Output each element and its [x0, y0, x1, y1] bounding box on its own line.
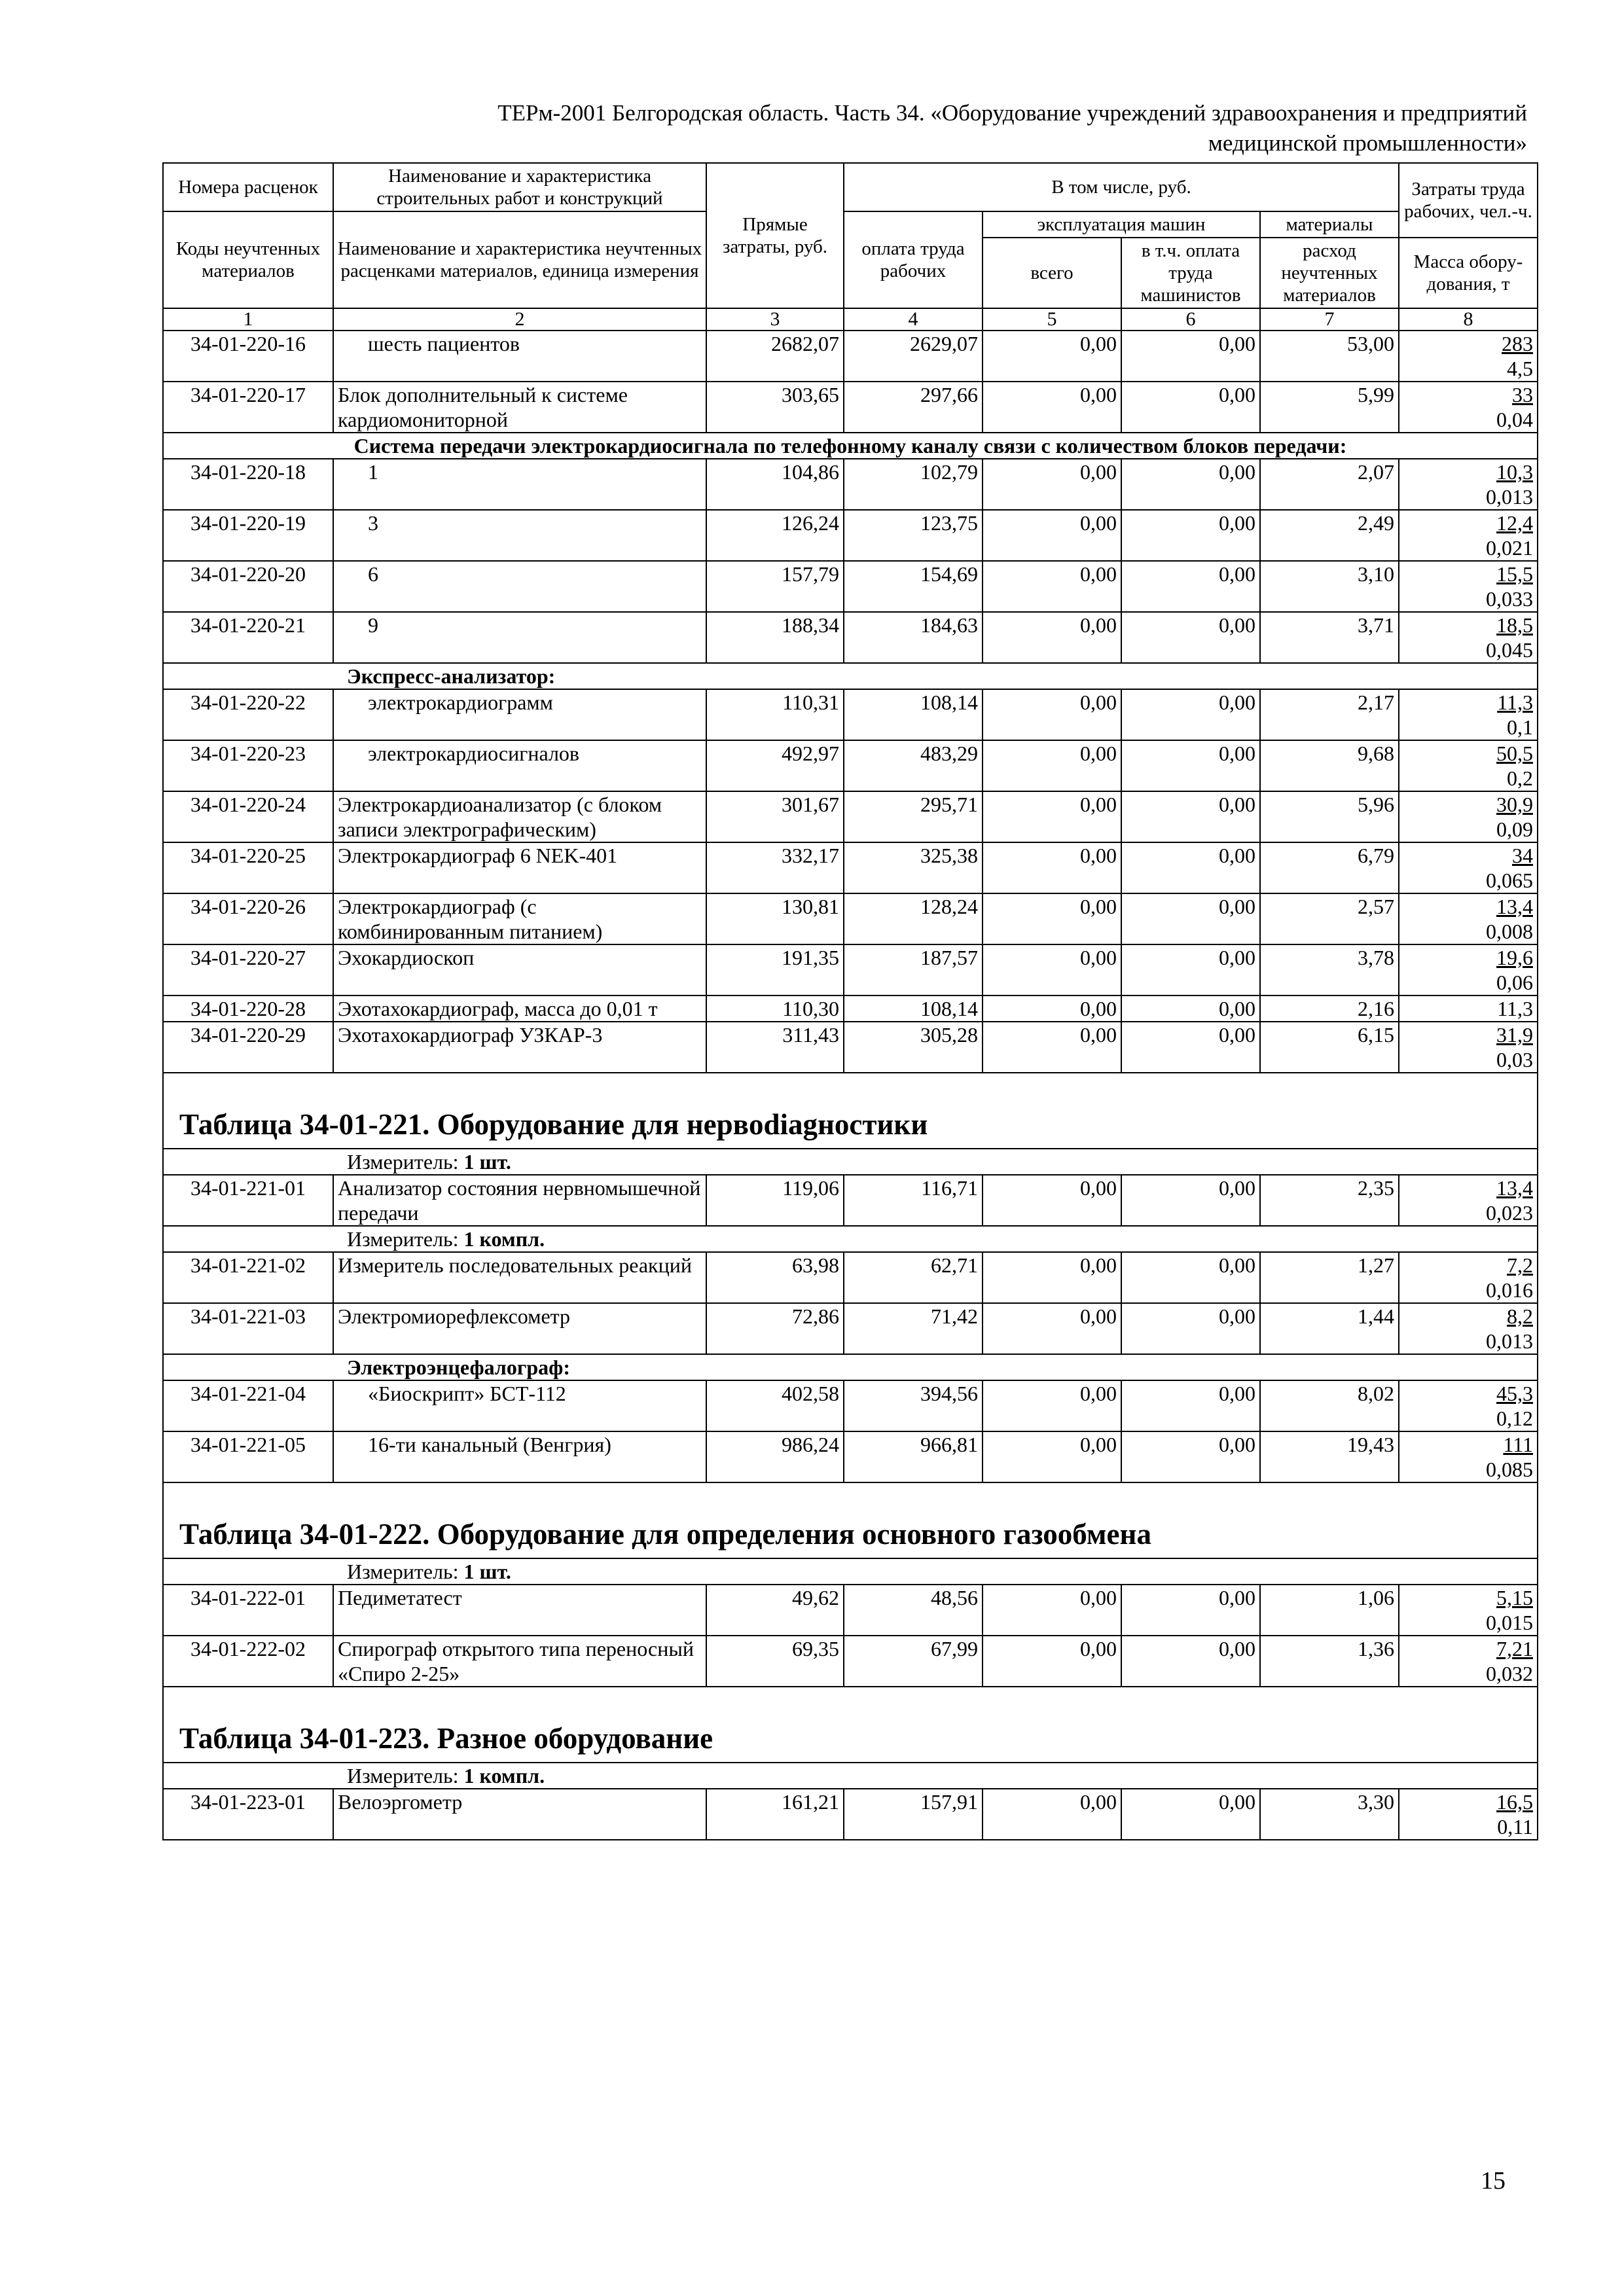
labor-hours: 8,2: [1507, 1304, 1533, 1328]
labor-hours: 13,4: [1496, 1176, 1533, 1200]
value-mat: 2,35: [1260, 1175, 1399, 1226]
measure-label: Измеритель:: [347, 1227, 464, 1251]
rate-code: 34-01-220-17: [163, 382, 333, 433]
labor-hours: 16,5: [1496, 1790, 1533, 1814]
measure-row: [163, 1763, 1538, 1789]
value-total: 0,00: [983, 791, 1121, 842]
rate-name: Эхотахокардиограф, масса до 0,01 т: [333, 996, 706, 1022]
value-mach: 0,00: [1121, 1431, 1260, 1482]
rate-code: 34-01-220-19: [163, 510, 333, 561]
table-row: [163, 1022, 1538, 1073]
rate-name: электрокардиосигналов: [333, 740, 706, 791]
section-row: [163, 663, 1538, 689]
hours-mass-cell: [1399, 1431, 1538, 1482]
equipment-mass: 0,03: [1496, 1048, 1533, 1071]
value-mach: 0,00: [1121, 842, 1260, 893]
table-title: Таблица 34-01-221. Оборудование для нервodiagностики: [163, 1073, 1538, 1149]
table-row: [163, 1636, 1538, 1687]
rate-name: 16-ти канальный (Венгрия): [333, 1431, 706, 1482]
labor-hours: 11,3: [1497, 997, 1533, 1020]
rate-code: 34-01-220-18: [163, 459, 333, 510]
value-mat: 5,99: [1260, 382, 1399, 433]
table-row: [163, 561, 1538, 612]
rate-name: Анализатор состояния нервномышечной передачи: [333, 1175, 706, 1226]
value-direct: 986,24: [706, 1431, 844, 1482]
equipment-mass: 0,2: [1507, 766, 1533, 790]
rate-code: 34-01-220-24: [163, 791, 333, 842]
value-total: 0,00: [983, 893, 1121, 944]
col-number: 7: [1260, 308, 1399, 331]
value-direct: 110,31: [706, 689, 844, 740]
value-mat: 9,68: [1260, 740, 1399, 791]
value-total: 0,00: [983, 842, 1121, 893]
rate-code: 34-01-222-02: [163, 1636, 333, 1687]
value-mat: 6,79: [1260, 842, 1399, 893]
rate-code: 34-01-220-27: [163, 944, 333, 996]
hours-mass-cell: [1399, 1585, 1538, 1636]
value-mach: 0,00: [1121, 689, 1260, 740]
equipment-mass: 0,015: [1486, 1611, 1533, 1634]
table-row: [163, 740, 1538, 791]
value-mach: 0,00: [1121, 1303, 1260, 1354]
section-heading: Экспресс-анализатор:: [163, 663, 1538, 689]
value-total: 0,00: [983, 1789, 1121, 1840]
value-mach: 0,00: [1121, 561, 1260, 612]
rate-name: Электромиорефлексометр: [333, 1303, 706, 1354]
labor-hours: 13,4: [1496, 895, 1533, 918]
table-row: [163, 1303, 1538, 1354]
value-total: 0,00: [983, 740, 1121, 791]
equipment-mass: 0,06: [1496, 971, 1533, 994]
value-direct: 161,21: [706, 1789, 844, 1840]
measure-value: 1 компл.: [463, 1227, 545, 1251]
hours-mass-cell: [1399, 996, 1538, 1022]
hours-mass-cell: [1399, 842, 1538, 893]
equipment-mass: 0,023: [1486, 1201, 1533, 1225]
table-title-row: [163, 1073, 1538, 1149]
rate-code: 34-01-220-20: [163, 561, 333, 612]
value-mat: 3,10: [1260, 561, 1399, 612]
labor-hours: 45,3: [1496, 1382, 1533, 1405]
rate-name: 6: [333, 561, 706, 612]
rate-name: Измеритель последовательных реакций: [333, 1252, 706, 1303]
labor-hours: 283: [1502, 332, 1533, 355]
labor-hours: 11,3: [1497, 691, 1533, 714]
measure-cell: [163, 1763, 1538, 1789]
table-header: [163, 163, 1538, 331]
hours-mass-cell: [1399, 331, 1538, 382]
hours-mass-cell: [1399, 1175, 1538, 1226]
measure-cell: [163, 1558, 1538, 1585]
value-labor: 102,79: [844, 459, 983, 510]
hours-mass-cell: [1399, 1252, 1538, 1303]
value-labor: 67,99: [844, 1636, 983, 1687]
col-number: 1: [163, 308, 333, 331]
value-labor: 62,71: [844, 1252, 983, 1303]
value-direct: 311,43: [706, 1022, 844, 1073]
table-row: [163, 791, 1538, 842]
equipment-mass: 0,1: [1507, 715, 1533, 739]
rate-name: Педиметатест: [333, 1585, 706, 1636]
hours-mass-cell: [1399, 740, 1538, 791]
rate-name: «Биоскрипт» БСТ-112: [333, 1380, 706, 1431]
value-mach: 0,00: [1121, 331, 1260, 382]
value-direct: 126,24: [706, 510, 844, 561]
labor-hours: 12,4: [1496, 511, 1533, 535]
col-name-header: Наименование и характеристика строительных работ и конструкций: [333, 163, 706, 211]
value-mat: 3,78: [1260, 944, 1399, 996]
rate-code: 34-01-220-28: [163, 996, 333, 1022]
col-machines-header: эксплуатация машин: [983, 211, 1260, 238]
value-mach: 0,00: [1121, 893, 1260, 944]
equipment-mass: 0,033: [1486, 587, 1533, 611]
measure-value: 1 шт.: [463, 1150, 511, 1174]
rate-name: Электрокардиограф (с комбинированным питанием): [333, 893, 706, 944]
value-mach: 0,00: [1121, 1022, 1260, 1073]
value-total: 0,00: [983, 1431, 1121, 1482]
value-mat: 5,96: [1260, 791, 1399, 842]
measure-row: [163, 1149, 1538, 1175]
value-labor: 108,14: [844, 996, 983, 1022]
hours-mass-cell: [1399, 944, 1538, 996]
value-labor: 184,63: [844, 612, 983, 663]
rate-code: 34-01-222-01: [163, 1585, 333, 1636]
table-title: Таблица 34-01-223. Разное оборудование: [163, 1687, 1538, 1763]
section-heading: Система передачи электрокардиосигнала по телефонному каналу связи с количеством блоков передачи:: [163, 433, 1538, 459]
labor-hours: 7,2: [1507, 1253, 1533, 1277]
measure-cell: [163, 1149, 1538, 1175]
value-mat: 8,02: [1260, 1380, 1399, 1431]
hours-mass-cell: [1399, 1303, 1538, 1354]
labor-hours: 111: [1503, 1433, 1533, 1456]
col-number: 4: [844, 308, 983, 331]
labor-hours: 31,9: [1496, 1023, 1533, 1047]
col-number: 2: [333, 308, 706, 331]
col-mass-header: Масса обору-дования, т: [1399, 238, 1538, 308]
col-number: 5: [983, 308, 1121, 331]
equipment-mass: 0,065: [1486, 869, 1533, 892]
equipment-mass: 0,016: [1486, 1278, 1533, 1302]
value-direct: 303,65: [706, 382, 844, 433]
rate-name: 3: [333, 510, 706, 561]
equipment-mass: 0,085: [1486, 1458, 1533, 1481]
labor-hours: 18,5: [1496, 613, 1533, 637]
rate-code: 34-01-223-01: [163, 1789, 333, 1840]
labor-hours: 30,9: [1496, 793, 1533, 816]
table-row: [163, 382, 1538, 433]
value-mach: 0,00: [1121, 1175, 1260, 1226]
value-mach: 0,00: [1121, 791, 1260, 842]
equipment-mass: 0,12: [1496, 1407, 1533, 1430]
col-incl-mach-header: в т.ч. оплата труда машинистов: [1121, 238, 1260, 308]
col-hours-header: Затраты труда рабочих, чел.-ч.: [1399, 163, 1538, 238]
value-direct: 332,17: [706, 842, 844, 893]
rate-code: 34-01-220-25: [163, 842, 333, 893]
value-direct: 130,81: [706, 893, 844, 944]
value-labor: 116,71: [844, 1175, 983, 1226]
value-direct: 191,35: [706, 944, 844, 996]
rate-code: 34-01-221-01: [163, 1175, 333, 1226]
col-number: 6: [1121, 308, 1260, 331]
value-mach: 0,00: [1121, 1380, 1260, 1431]
value-total: 0,00: [983, 561, 1121, 612]
value-labor: 394,56: [844, 1380, 983, 1431]
rate-name: Блок дополнительный к системе кардиомониторной: [333, 382, 706, 433]
value-direct: 492,97: [706, 740, 844, 791]
rate-name: шесть пациентов: [333, 331, 706, 382]
measure-value: 1 шт.: [463, 1560, 511, 1583]
hours-mass-cell: [1399, 1022, 1538, 1073]
table-row: [163, 689, 1538, 740]
table-row: [163, 842, 1538, 893]
equipment-mass: 0,013: [1486, 485, 1533, 509]
rate-name: 1: [333, 459, 706, 510]
value-labor: 108,14: [844, 689, 983, 740]
col-materials-header: материалы: [1260, 211, 1399, 238]
table-row: [163, 1431, 1538, 1482]
value-mat: 2,17: [1260, 689, 1399, 740]
hours-mass-cell: [1399, 561, 1538, 612]
rate-code: 34-01-220-23: [163, 740, 333, 791]
hours-mass-cell: [1399, 1789, 1538, 1840]
section-row: [163, 433, 1538, 459]
col-unrated-cost-header: расход неучтенных материалов: [1260, 238, 1399, 308]
col-unrated-codes-header: Коды неучтенных материалов: [163, 211, 333, 308]
running-header: [196, 98, 1527, 158]
hours-mass-cell: [1399, 459, 1538, 510]
value-mat: 19,43: [1260, 1431, 1399, 1482]
value-total: 0,00: [983, 1303, 1121, 1354]
value-labor: 187,57: [844, 944, 983, 996]
value-labor: 157,91: [844, 1789, 983, 1840]
equipment-mass: 0,045: [1486, 638, 1533, 662]
value-direct: 49,62: [706, 1585, 844, 1636]
rate-name: Спирограф открытого типа переносный «Спиро 2-25»: [333, 1636, 706, 1687]
section-heading: Электроэнцефалограф:: [163, 1354, 1538, 1380]
value-mach: 0,00: [1121, 1585, 1260, 1636]
rate-code: 34-01-221-03: [163, 1303, 333, 1354]
rate-name: Электрокардиограф 6 NEK-401: [333, 842, 706, 893]
measure-label: Измеритель:: [347, 1150, 464, 1174]
table-row: [163, 612, 1538, 663]
page-number: 15: [1481, 2167, 1506, 2195]
value-direct: 301,67: [706, 791, 844, 842]
measure-label: Измеритель:: [347, 1560, 464, 1583]
header-line-2: медицинской промышленности»: [1208, 130, 1527, 156]
value-mach: 0,00: [1121, 944, 1260, 996]
col-number: 3: [706, 308, 844, 331]
labor-hours: 50,5: [1496, 742, 1533, 765]
labor-hours: 10,3: [1496, 460, 1533, 484]
value-direct: 402,58: [706, 1380, 844, 1431]
rate-code: 34-01-220-26: [163, 893, 333, 944]
col-codes-header: Номера расценок: [163, 163, 333, 211]
header-line-1: ТЕРм-2001 Белгородская область. Часть 34. «Оборудование учреждений здравоохранения и предприятий: [497, 100, 1527, 126]
value-total: 0,00: [983, 944, 1121, 996]
labor-hours: 7,21: [1496, 1637, 1533, 1660]
col-unrated-name-header: Наименование и характеристика неучтенных расценками материалов, единица измерения: [333, 211, 706, 308]
value-mach: 0,00: [1121, 740, 1260, 791]
hours-mass-cell: [1399, 791, 1538, 842]
value-mach: 0,00: [1121, 612, 1260, 663]
table-row: [163, 1585, 1538, 1636]
col-total-header: всего: [983, 238, 1121, 308]
hours-mass-cell: [1399, 1636, 1538, 1687]
value-total: 0,00: [983, 1022, 1121, 1073]
value-labor: 295,71: [844, 791, 983, 842]
value-mat: 2,49: [1260, 510, 1399, 561]
measure-value: 1 компл.: [463, 1764, 545, 1787]
value-mat: 53,00: [1260, 331, 1399, 382]
table-row: [163, 944, 1538, 996]
table-title-row: [163, 1482, 1538, 1558]
equipment-mass: 4,5: [1507, 357, 1533, 380]
measure-row: [163, 1226, 1538, 1252]
value-direct: 104,86: [706, 459, 844, 510]
value-labor: 325,38: [844, 842, 983, 893]
col-direct-header: Прямые затраты, руб.: [706, 163, 844, 308]
table-row: [163, 1789, 1538, 1840]
value-mach: 0,00: [1121, 996, 1260, 1022]
hours-mass-cell: [1399, 893, 1538, 944]
rate-code: 34-01-221-05: [163, 1431, 333, 1482]
rate-code: 34-01-221-02: [163, 1252, 333, 1303]
table-body: [163, 331, 1538, 1840]
value-mach: 0,00: [1121, 1252, 1260, 1303]
labor-hours: 34: [1512, 844, 1533, 867]
hours-mass-cell: [1399, 1380, 1538, 1431]
value-direct: 72,86: [706, 1303, 844, 1354]
rate-code: 34-01-220-22: [163, 689, 333, 740]
labor-hours: 33: [1512, 383, 1533, 406]
rates-table: [162, 162, 1538, 1840]
rate-name: Эхотахокардиограф УЗКАР-3: [333, 1022, 706, 1073]
value-mat: 2,07: [1260, 459, 1399, 510]
table-row: [163, 893, 1538, 944]
equipment-mass: 0,008: [1486, 920, 1533, 943]
value-direct: 119,06: [706, 1175, 844, 1226]
value-direct: 2682,07: [706, 331, 844, 382]
value-labor: 48,56: [844, 1585, 983, 1636]
value-total: 0,00: [983, 996, 1121, 1022]
value-mach: 0,00: [1121, 1789, 1260, 1840]
value-total: 0,00: [983, 1252, 1121, 1303]
value-mat: 6,15: [1260, 1022, 1399, 1073]
value-labor: 128,24: [844, 893, 983, 944]
value-mat: 3,71: [1260, 612, 1399, 663]
value-total: 0,00: [983, 1175, 1121, 1226]
value-labor: 305,28: [844, 1022, 983, 1073]
rate-name: Эхокардиоскоп: [333, 944, 706, 996]
measure-cell: [163, 1226, 1538, 1252]
value-direct: 69,35: [706, 1636, 844, 1687]
labor-hours: 15,5: [1496, 562, 1533, 586]
col-incl-header: В том числе, руб.: [844, 163, 1399, 211]
value-labor: 966,81: [844, 1431, 983, 1482]
value-total: 0,00: [983, 689, 1121, 740]
hours-mass-cell: [1399, 510, 1538, 561]
value-labor: 123,75: [844, 510, 983, 561]
table-row: [163, 996, 1538, 1022]
rate-code: 34-01-220-29: [163, 1022, 333, 1073]
hours-mass-cell: [1399, 382, 1538, 433]
table-title-row: [163, 1687, 1538, 1763]
value-mat: 1,06: [1260, 1585, 1399, 1636]
table-title: Таблица 34-01-222. Оборудование для определения основного газообмена: [163, 1482, 1538, 1558]
hours-mass-cell: [1399, 612, 1538, 663]
table-row: [163, 331, 1538, 382]
equipment-mass: 0,013: [1486, 1329, 1533, 1353]
value-direct: 63,98: [706, 1252, 844, 1303]
table-row: [163, 1252, 1538, 1303]
value-mat: 2,57: [1260, 893, 1399, 944]
rate-name: 9: [333, 612, 706, 663]
rate-code: 34-01-220-16: [163, 331, 333, 382]
equipment-mass: 0,11: [1497, 1815, 1533, 1839]
value-direct: 110,30: [706, 996, 844, 1022]
value-direct: 188,34: [706, 612, 844, 663]
value-mach: 0,00: [1121, 459, 1260, 510]
value-mat: 2,16: [1260, 996, 1399, 1022]
value-mat: 1,27: [1260, 1252, 1399, 1303]
col-labor-header: оплата труда рабочих: [844, 211, 983, 308]
value-total: 0,00: [983, 382, 1121, 433]
value-total: 0,00: [983, 1585, 1121, 1636]
equipment-mass: 0,021: [1486, 536, 1533, 560]
labor-hours: 19,6: [1496, 946, 1533, 969]
value-total: 0,00: [983, 459, 1121, 510]
value-mat: 1,36: [1260, 1636, 1399, 1687]
equipment-mass: 0,09: [1496, 817, 1533, 841]
table-row: [163, 459, 1538, 510]
measure-label: Измеритель:: [347, 1764, 464, 1787]
labor-hours: 5,15: [1496, 1586, 1533, 1609]
value-mach: 0,00: [1121, 1636, 1260, 1687]
value-mat: 1,44: [1260, 1303, 1399, 1354]
rate-code: 34-01-220-21: [163, 612, 333, 663]
table-row: [163, 1175, 1538, 1226]
value-total: 0,00: [983, 612, 1121, 663]
table-row: [163, 510, 1538, 561]
value-labor: 297,66: [844, 382, 983, 433]
equipment-mass: 0,04: [1496, 408, 1533, 431]
col-number: 8: [1399, 308, 1538, 331]
section-row: [163, 1354, 1538, 1380]
value-total: 0,00: [983, 1636, 1121, 1687]
value-labor: 154,69: [844, 561, 983, 612]
value-mach: 0,00: [1121, 510, 1260, 561]
value-total: 0,00: [983, 510, 1121, 561]
value-mat: 3,30: [1260, 1789, 1399, 1840]
value-labor: 483,29: [844, 740, 983, 791]
equipment-mass: 0,032: [1486, 1662, 1533, 1685]
value-labor: 2629,07: [844, 331, 983, 382]
value-total: 0,00: [983, 1380, 1121, 1431]
rate-name: Электрокардиоанализатор (с блоком записи электрографическим): [333, 791, 706, 842]
hours-mass-cell: [1399, 689, 1538, 740]
value-mach: 0,00: [1121, 382, 1260, 433]
value-direct: 157,79: [706, 561, 844, 612]
value-total: 0,00: [983, 331, 1121, 382]
value-labor: 71,42: [844, 1303, 983, 1354]
rate-name: электрокардиограмм: [333, 689, 706, 740]
rate-code: 34-01-221-04: [163, 1380, 333, 1431]
rate-name: Велоэргометр: [333, 1789, 706, 1840]
table-row: [163, 1380, 1538, 1431]
measure-row: [163, 1558, 1538, 1585]
